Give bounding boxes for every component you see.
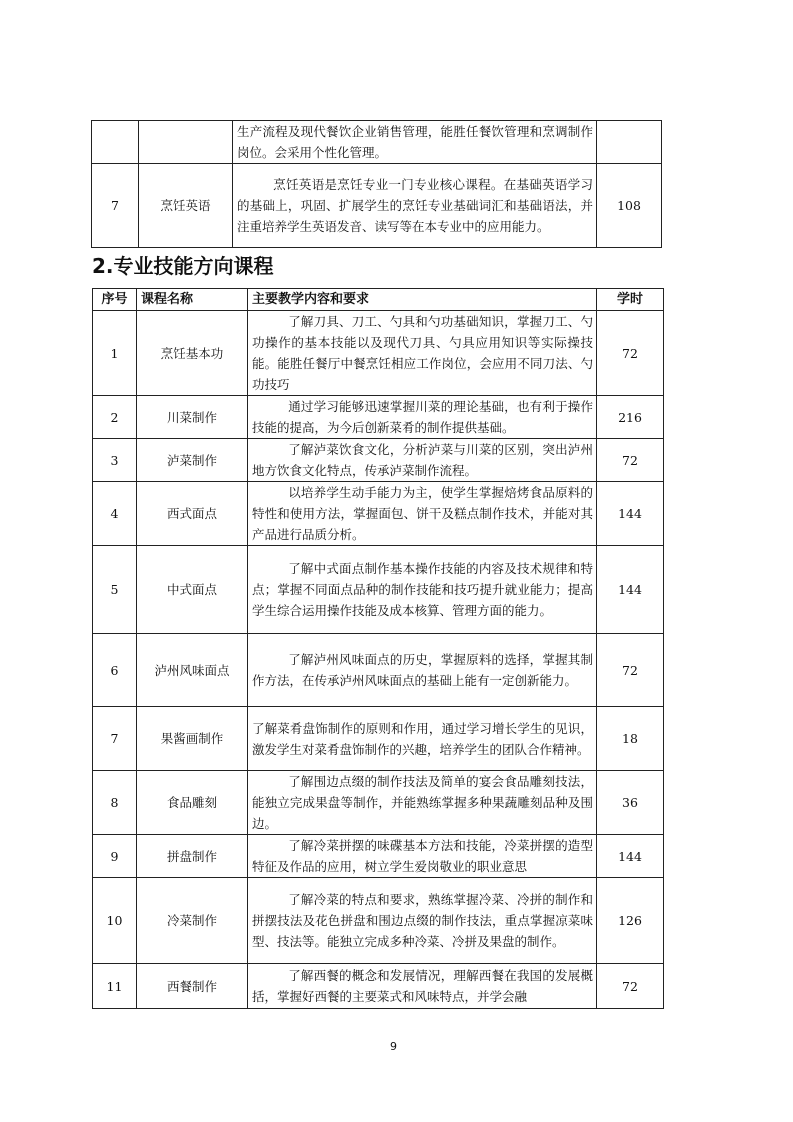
course-number	[92, 121, 139, 164]
course-hours: 144	[597, 546, 664, 634]
course-hours: 72	[597, 634, 664, 707]
table-row	[93, 311, 664, 396]
course-content	[248, 878, 597, 964]
course-number: 6	[93, 634, 137, 707]
table-row	[93, 771, 664, 835]
header-name: 课程名称	[137, 289, 248, 311]
course-content-text: 了解西餐的概念和发展情况，理解西餐在我国的发展概括，掌握好西餐的主要菜式和风味特点，并学会融	[252, 968, 593, 1004]
table-row	[92, 164, 662, 248]
course-number: 9	[93, 835, 137, 878]
course-content-text: 生产流程及现代餐饮企业销售管理，能胜任餐饮管理和烹调制作岗位。会采用个性化管理。	[237, 124, 593, 160]
course-content	[248, 396, 597, 439]
course-hours	[597, 121, 662, 164]
course-number: 5	[93, 546, 137, 634]
course-name: 川菜制作	[137, 396, 248, 439]
course-content	[248, 771, 597, 835]
table-row	[93, 634, 664, 707]
course-hours: 72	[597, 439, 664, 482]
course-hours: 18	[597, 707, 664, 771]
table-row	[93, 439, 664, 482]
table-row	[93, 396, 664, 439]
header-no: 序号	[93, 289, 137, 311]
course-content	[248, 964, 597, 1009]
course-number: 2	[93, 396, 137, 439]
course-content	[233, 164, 597, 248]
course-hours: 126	[597, 878, 664, 964]
course-hours: 108	[597, 164, 662, 248]
course-content	[248, 546, 597, 634]
course-name: 拼盘制作	[137, 835, 248, 878]
course-content-text: 通过学习能够迅速掌握川菜的理论基础，也有利于操作技能的提高，为今后创新菜肴的制作提供基础。	[252, 399, 593, 435]
course-hours: 144	[597, 835, 664, 878]
course-hours: 36	[597, 771, 664, 835]
course-content	[248, 634, 597, 707]
course-number: 11	[93, 964, 137, 1009]
course-number: 7	[92, 164, 139, 248]
course-name: 食品雕刻	[137, 771, 248, 835]
course-number: 1	[93, 311, 137, 396]
course-number: 7	[93, 707, 137, 771]
course-content	[248, 707, 597, 771]
header-hours: 学时	[597, 289, 664, 311]
course-content-text: 了解刀具、刀工、勺具和勺功基础知识，掌握刀工、勺功操作的基本技能以及现代刀具、勺具应用知识等实际操技能。能胜任餐厅中餐烹饪相应工作岗位，会应用不同刀法、勺功技巧	[252, 314, 593, 392]
table-row	[93, 835, 664, 878]
course-hours: 216	[597, 396, 664, 439]
course-content	[248, 482, 597, 546]
course-content	[248, 311, 597, 396]
course-content-text: 了解菜肴盘饰制作的原则和作用，通过学习增长学生的见识，激发学生对菜肴盘饰制作的兴趣，培养学生的团队合作精神。	[252, 720, 593, 757]
course-content-text: 了解泸菜饮食文化，分析泸菜与川菜的区别，突出泸州地方饮食文化特点，传承泸菜制作流程。	[252, 442, 593, 478]
course-name: 烹饪基本功	[137, 311, 248, 396]
course-content-text: 以培养学生动手能力为主，使学生掌握焙烤食品原料的特性和使用方法，掌握面包、饼干及糕点制作技术，并能对其产品进行品质分析。	[252, 485, 593, 542]
course-content-text: 了解围边点缀的制作技法及简单的宴会食品雕刻技法，能独立完成果盘等制作，并能熟练掌握多种果蔬雕刻品种及围边。	[252, 774, 593, 831]
course-name	[139, 121, 233, 164]
course-content-text: 了解中式面点制作基本操作技能的内容及技术规律和特点；掌握不同面点品种的制作技能和技巧提升就业能力；提高学生综合运用操作技能及成本核算、管理方面的能力。	[252, 561, 593, 618]
course-content	[233, 121, 597, 164]
table-row	[92, 121, 662, 164]
course-name: 果酱画制作	[137, 707, 248, 771]
course-content	[248, 835, 597, 878]
course-number: 4	[93, 482, 137, 546]
table-row	[93, 546, 664, 634]
table-row	[93, 878, 664, 964]
course-name: 西餐制作	[137, 964, 248, 1009]
course-hours: 72	[597, 964, 664, 1009]
course-number: 8	[93, 771, 137, 835]
previous-course-table	[91, 120, 662, 248]
course-name: 烹饪英语	[139, 164, 233, 248]
table-row	[93, 482, 664, 546]
course-content-text: 了解冷菜的特点和要求，熟练掌握冷菜、冷拼的制作和拼摆技法及花色拼盘和围边点缀的制作技法，重点掌握凉菜味型、技法等。能独立完成多种冷菜、冷拼及果盘的制作。	[252, 892, 593, 949]
course-name: 中式面点	[137, 546, 248, 634]
course-name: 冷菜制作	[137, 878, 248, 964]
course-content	[248, 439, 597, 482]
section-heading: 2.专业技能方向课程	[92, 254, 274, 278]
course-number: 10	[93, 878, 137, 964]
header-content: 主要教学内容和要求	[248, 289, 597, 311]
course-content-text: 了解冷菜拼摆的味碟基本方法和技能，冷菜拼摆的造型特征及作品的应用，树立学生爱岗敬业的职业意思	[252, 838, 593, 874]
table-header-row	[93, 289, 664, 311]
course-name: 泸菜制作	[137, 439, 248, 482]
table-row	[93, 964, 664, 1009]
page-number: 9	[390, 1040, 397, 1053]
skill-course-table	[92, 288, 664, 1009]
course-content-text: 了解泸州风味面点的历史，掌握原料的选择，掌握其制作方法，在传承泸州风味面点的基础上能有一定创新能力。	[252, 652, 593, 688]
table-row	[93, 707, 664, 771]
course-hours: 72	[597, 311, 664, 396]
course-name: 西式面点	[137, 482, 248, 546]
course-name: 泸州风味面点	[137, 634, 248, 707]
course-hours: 144	[597, 482, 664, 546]
course-content-text: 烹饪英语是烹饪专业一门专业核心课程。在基础英语学习的基础上，巩固、扩展学生的烹饪专业基础词汇和基础语法，并注重培养学生英语发音、读写等在本专业中的应用能力。	[237, 177, 593, 234]
course-number: 3	[93, 439, 137, 482]
